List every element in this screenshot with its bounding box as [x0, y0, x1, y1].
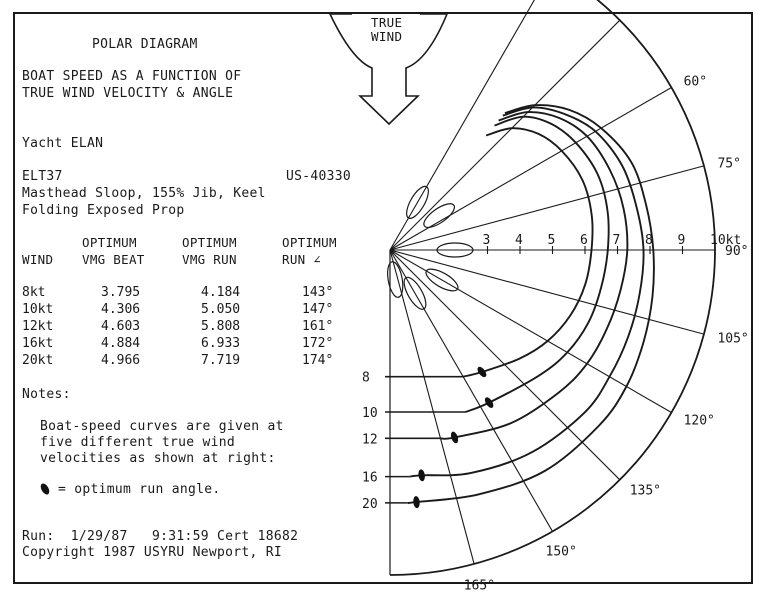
table-cell-angle: 172° — [302, 336, 334, 351]
angle-label-90: 90° — [725, 244, 749, 259]
table-cell-angle: 161° — [302, 319, 334, 334]
table-cell-run: 7.719 — [201, 353, 241, 368]
speed-curve-10kt — [466, 117, 609, 412]
yacht-name: Yacht ELAN — [22, 136, 104, 151]
angle-label-135: 135° — [629, 483, 662, 499]
notes-heading: Notes: — [22, 387, 71, 402]
speed-tick-label: 4 — [515, 233, 523, 248]
speed-tick-label: 7 — [612, 233, 621, 248]
notes-line-1: Boat-speed curves are given at — [40, 419, 284, 434]
optimum-run-marker-20 — [413, 496, 421, 509]
run-info: Run: 1/29/87 9:31:59 Cert 18682 — [22, 529, 299, 544]
config-line-1: Masthead Sloop, 155% Jib, Keel — [22, 186, 266, 201]
notes-line-3: velocities as shown at right: — [40, 451, 276, 466]
speed-tick-label: 5 — [547, 233, 556, 248]
outer-arc — [390, 0, 715, 575]
table-header-vmg-run-top: OPTIMUM — [182, 235, 237, 250]
table-cell-wind: 20kt — [22, 353, 54, 368]
optimum-run-marker-8 — [476, 365, 488, 378]
angle-label-60: 60° — [683, 74, 708, 90]
table-cell-beat: 4.884 — [101, 336, 141, 351]
table-header-wind: WIND — [22, 252, 54, 267]
table-cell-run: 6.933 — [201, 336, 241, 351]
speed-curve-12kt — [441, 112, 628, 439]
table-cell-angle: 143° — [302, 285, 334, 300]
polar-grid — [390, 0, 715, 575]
table-cell-wind: 10kt — [22, 302, 54, 317]
optimum-run-marker-16 — [418, 469, 426, 482]
angle-label-105: 105° — [717, 331, 749, 347]
table-header-run-angle: RUN ∠ — [282, 252, 322, 267]
speed-tick-label: 10kt — [710, 233, 742, 248]
table-cell-wind: 16kt — [22, 336, 54, 351]
angle-label-75: 75° — [717, 156, 741, 172]
table-cell-beat: 4.966 — [101, 353, 141, 368]
polar-curves — [385, 105, 654, 508]
table-cell-angle: 174° — [302, 353, 334, 368]
true-wind-label-2: WIND — [371, 29, 403, 44]
table-header-vmg-beat-top: OPTIMUM — [82, 235, 137, 250]
table-cell-beat: 4.603 — [101, 319, 141, 334]
angle-label-150: 150° — [545, 544, 577, 560]
table-cell-beat: 4.306 — [101, 302, 141, 317]
config-line-2: Folding Exposed Prop — [22, 203, 185, 218]
speed-tick-label: 6 — [580, 233, 588, 248]
boat-sketch-icon — [420, 200, 458, 232]
subtitle-line-2: TRUE WIND VELOCITY & ANGLE — [22, 86, 234, 101]
notes-legend-text: = optimum run angle. — [58, 482, 221, 497]
table-cell-run: 4.184 — [201, 285, 241, 300]
curve-label-12: 12 — [362, 432, 378, 448]
boat-sketch-icon — [385, 261, 405, 299]
chart-title: POLAR DIAGRAM — [92, 37, 198, 52]
table-header-vmg-run: VMG RUN — [182, 252, 237, 267]
table-cell-run: 5.050 — [201, 302, 241, 317]
notes-line-2: five different true wind — [40, 435, 236, 450]
subtitle-line-1: BOAT SPEED AS A FUNCTION OF — [22, 69, 242, 84]
copyright: Copyright 1987 USYRU Newport, RI — [22, 545, 283, 560]
sail-number: US-40330 — [286, 169, 352, 184]
table-cell-beat: 3.795 — [101, 285, 141, 300]
speed-tick-label: 9 — [677, 233, 686, 248]
table-header-run-angle-top: OPTIMUM — [282, 235, 337, 250]
curve-label-8: 8 — [362, 370, 370, 386]
angle-label-165: 165° — [463, 578, 496, 594]
table-cell-wind: 8kt — [22, 285, 46, 300]
speed-tick-label: 8 — [645, 233, 653, 248]
table-header-vmg-beat: VMG BEAT — [82, 252, 145, 267]
curve-label-10: 10 — [362, 406, 378, 422]
true-wind-label-1: TRUE — [371, 15, 403, 30]
curve-label-16: 16 — [362, 470, 378, 486]
table-cell-angle: 147° — [302, 302, 334, 317]
angle-label-120: 120° — [683, 413, 715, 429]
speed-curve-16kt — [410, 107, 644, 476]
table-cell-run: 5.808 — [201, 319, 241, 334]
speed-curve-8kt — [463, 128, 592, 377]
curve-label-20: 20 — [362, 496, 378, 512]
model-name: ELT37 — [22, 169, 63, 184]
speed-tick-label: 3 — [482, 233, 491, 248]
optimum-run-marker-10 — [483, 396, 495, 410]
table-cell-wind: 12kt — [22, 319, 54, 334]
radial-line-105 — [390, 250, 704, 334]
radial-line-150 — [390, 250, 553, 531]
radial-line-165 — [390, 250, 474, 564]
